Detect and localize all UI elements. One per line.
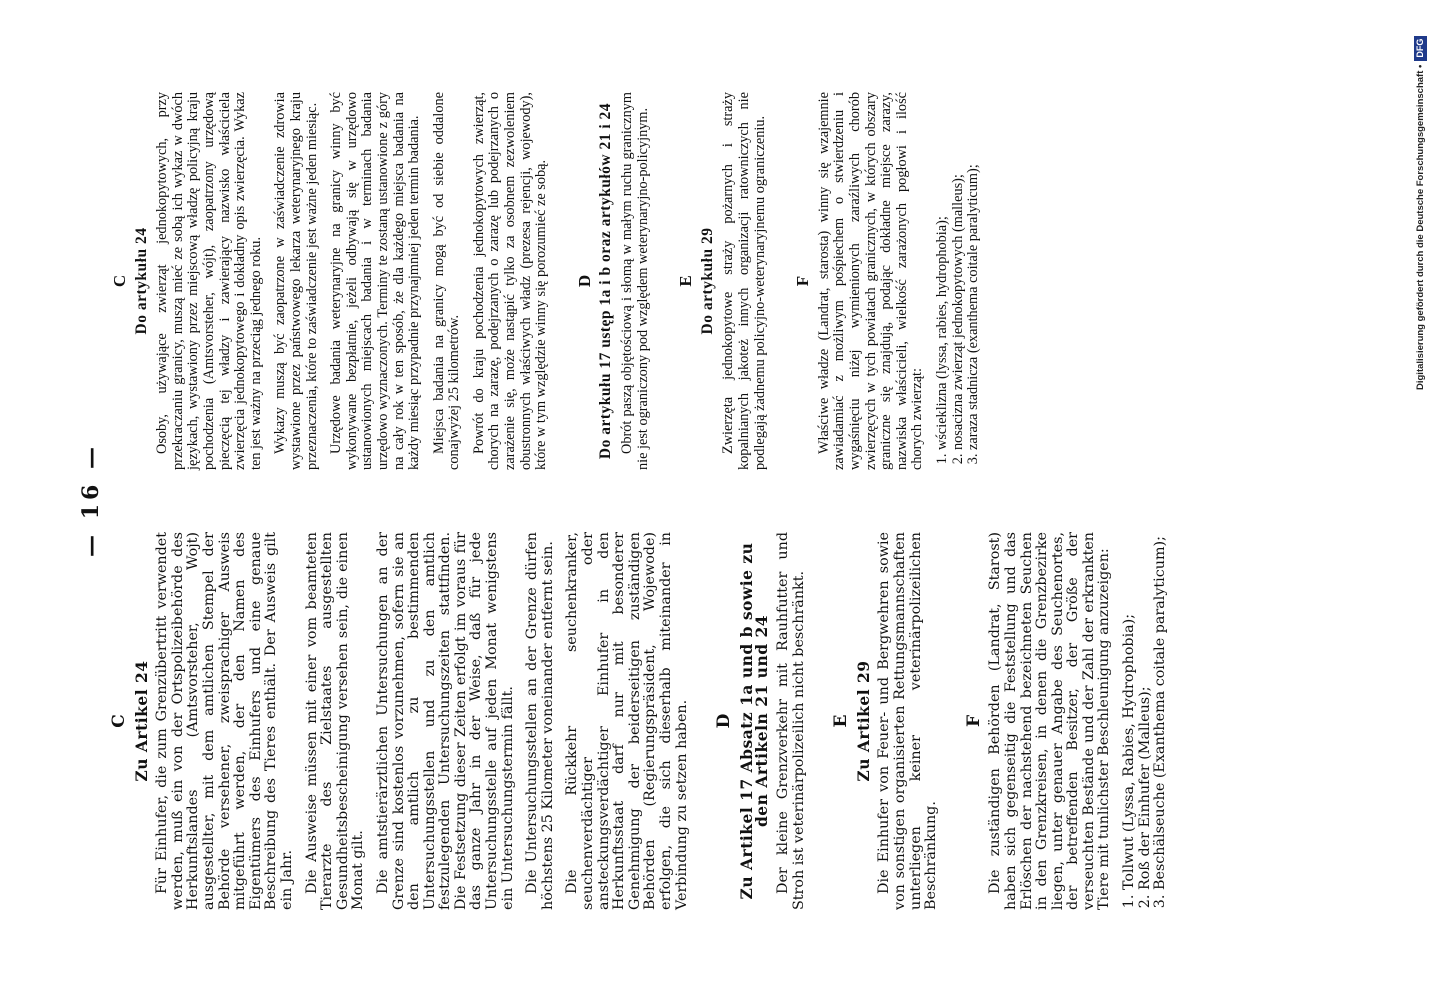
section-letter: E <box>676 275 696 287</box>
list-item: 1. wścieklizna (lyssa, rabies, hydrophobia); <box>935 92 951 450</box>
paragraph: Zwierzęta jednokopytowe straży pożarnych i straży kopalnianych jakoteż innych organizacji ratowniczych nie podlegają żadnemu policyjno-weterynaryjnemu ograniczeniu. <box>720 92 768 470</box>
paragraph: Osoby, używające zwierząt jednokopytowych, przy przekraczaniu granicy, muszą mieć ze sobą ich wykaz w dwóch językach, wystawiony przez miejscową władzę policyjną kraju pochodzenia (Amtsvorsteher, wójt), zaopatrzony urzędową pieczęcią tej władzy i zawierający nazwisko właściciela zwierzęcia jednokopytowego i dokładny opis zwierzęcia. Wykaz ten jest ważny na przeciąg jednego roku. <box>154 92 264 470</box>
dfg-logo: DFG <box>1414 36 1427 61</box>
section-letter: F <box>963 714 984 728</box>
section-letter: D <box>714 713 735 729</box>
section-heading: Zu Artikel 29 <box>853 660 873 782</box>
polish-column <box>112 92 982 470</box>
german-column <box>109 532 1169 910</box>
paragraph: Der kleine Grenzverkehr mit Rauhfutter und Stroh ist veterinärpolizeilich nicht beschränkt. <box>774 532 807 910</box>
paragraph: Die amtstierärztlichen Untersuchungen an der Grenze sind kostenlos vorzunehmen, sofern sie an den amtlich zu bestimmenden Untersuchungsstellen und zu den amtlich festzulegenden Untersuchungszeiten stattfinden. Die Festsetzung dieser Zeiten erfolgt im voraus für das ganze Jahr in der Weise, daß für jede Untersuchungsstelle auf jeden Monat wenigstens ein Untersuchungstermin fällt. <box>374 532 516 910</box>
section-letter: C <box>109 714 129 728</box>
paragraph: Die Untersuchungsstellen an der Grenze dürfen höchstens 25 Kilometer voneinander entfernt sein. <box>524 532 556 910</box>
section-heading: Zu Artikel 17 Absatz 1a und b sowie zu den Artikeln 21 und 24 <box>736 542 772 900</box>
german-section-f <box>963 532 1169 910</box>
paragraph: Powrót do kraju pochodzenia jednokopytowych zwierząt, chorych na zarazę, podejrzanych o zarazę lub podejrzanych o zarażenie się, może nastąpić tylko za osobnem zezwoleniem obustronnych właściwych władz (prezesa rejencji, wojewody), które w tym względzie winny się porozumieć ze sobą. <box>470 92 550 470</box>
digitization-credit <box>1411 10 1431 390</box>
section-heading: Zu Artikel 24 <box>131 660 151 782</box>
page-number: — 16 — <box>78 443 104 557</box>
credit-text: Digitalisierung gefördert durch die Deutsche Forschungsgemeinschaft • <box>1415 64 1426 390</box>
list-item: 2. Roß der Einhufer (Malleus); <box>1138 532 1154 890</box>
section-heading: Do artykułu 24 <box>132 227 150 335</box>
disease-list <box>935 92 982 470</box>
disease-list <box>1122 532 1169 910</box>
polish-section-f <box>795 92 982 470</box>
section-letter: D <box>574 274 594 288</box>
section-heading: Do artykułu 17 ustęp 1a i b oraz artykułów 21 i 24 <box>597 102 615 460</box>
german-section-d <box>714 532 807 910</box>
paragraph: Die Rückkehr seuchenkranker, seuchenverdächtiger oder ansteckungsverdächtiger Einhufer in den Herkunftsstaat darf nur mit besonderer Genehmigung der beiderseitigen zuständigen Behörden (Regierungspräsident, Wojewode) erfolgen, die sich dieserhalb miteinander in Verbindung zu setzen haben. <box>564 532 690 910</box>
section-heading: Do artykułu 29 <box>698 227 716 335</box>
list-item: 1. Tollwut (Lyssa, Rabies, Hydrophobia); <box>1122 532 1138 890</box>
paragraph: Die zuständigen Behörden (Landrat, Starost) haben sich gegenseitig die Feststellung und das Erlöschen der nachstehend bezeichneten Seuchen in den Grenzkreisen, in denen die Grenzbezirke liegen, unter genauer Angabe des Seuchenortes, der betreffenden Besitzer, der Größe der verseuchten Bestände und der Zahl der erkrankten Tiere mit tunlichster Beschleunigung anzuzeigen: <box>987 532 1113 910</box>
paragraph: Obrót paszą objętościową i słomą w małym ruchu granicznym nie jest ograniczony pod względem weterynaryjno-policyjnym. <box>619 92 651 470</box>
paragraph: Die Ausweise müssen mit einer vom beamteten Tierarzte des Zielstaates ausgestellten Gesundheitsbescheinigung versehen sein, die einen Monat gilt. <box>303 532 367 910</box>
list-item: 2. nosacizna zwierząt jednokopytowych (malleus); <box>951 92 967 450</box>
polish-section-d <box>574 92 651 470</box>
paragraph: Miejsca badania na granicy mogą być od siebie oddalone conajwyżej 25 kilometrów. <box>430 92 463 470</box>
section-letter: F <box>793 275 813 287</box>
section-letter: E <box>831 714 852 728</box>
list-item: 3. Beschälseuche (Exanthema coitale paralyticum); <box>1153 532 1169 890</box>
paragraph: Die Einhufer von Feuer- und Bergwehren sowie von sonstigen organisierten Rettungsmannschaften unterliegen keiner veterinärpolizeilichen Beschränkung. <box>876 532 940 910</box>
polish-section-e <box>678 92 768 470</box>
german-section-c <box>109 532 690 910</box>
paragraph: Urzędowe badania weterynaryjne na granicy winny być wykonywane bezpłatnie, jeżeli odbywają się w urzędowo ustanowionych miejscach badania i w terminach badania urzędowo wyznaczonych. Terminy te zostaną ustanowione z góry na cały rok w ten sposób, że dla każdego miejsca badania na każdy miesiąc przypadnie przynajmniej jeden termin badania. <box>328 92 423 470</box>
polish-section-c <box>112 92 550 470</box>
paragraph: Wykazy muszą być zaopatrzone w zaświadczenie zdrowia wystawione przez państwowego lekarza weterynaryjnego kraju przeznaczenia, które to zaświadczenie jest ważne jeden miesiąc. <box>272 92 320 470</box>
german-section-e <box>831 532 940 910</box>
section-letter: C <box>110 274 129 288</box>
list-item: 3. zaraza stadnicza (exanthema coitale paralyticum); <box>966 92 982 450</box>
paragraph: Für Einhufer, die zum Grenzübertritt verwendet werden, muß ein von der Ortspolizeibehörde des Herkunftslandes (Amtsvorsteher, Wojt) ausgestellter, mit dem amtlichen Stempel der Behörde versehener, zweisprachiger Ausweis mitgeführt werden, der den Namen des Eigentümers des Einhufers und eine genaue Beschreibung des Tieres enthält. Der Ausweis gilt ein Jahr. <box>154 532 295 910</box>
paragraph: Właściwe władze (Landrat, starosta) winny się wzajemnie zawiadamiać z możliwym pośpiechem o stwierdzeniu i wygaśnięciu niżej wymienionych zaraźliwych chorób zwierzęcych w tych powiatach granicznych, w których obszary graniczne się znajdują, podając dokładne miejsce zarazy, nazwiska właścicieli, wielkość zarażonych pogłowi i ilość chorych zwierząt: <box>815 92 926 470</box>
